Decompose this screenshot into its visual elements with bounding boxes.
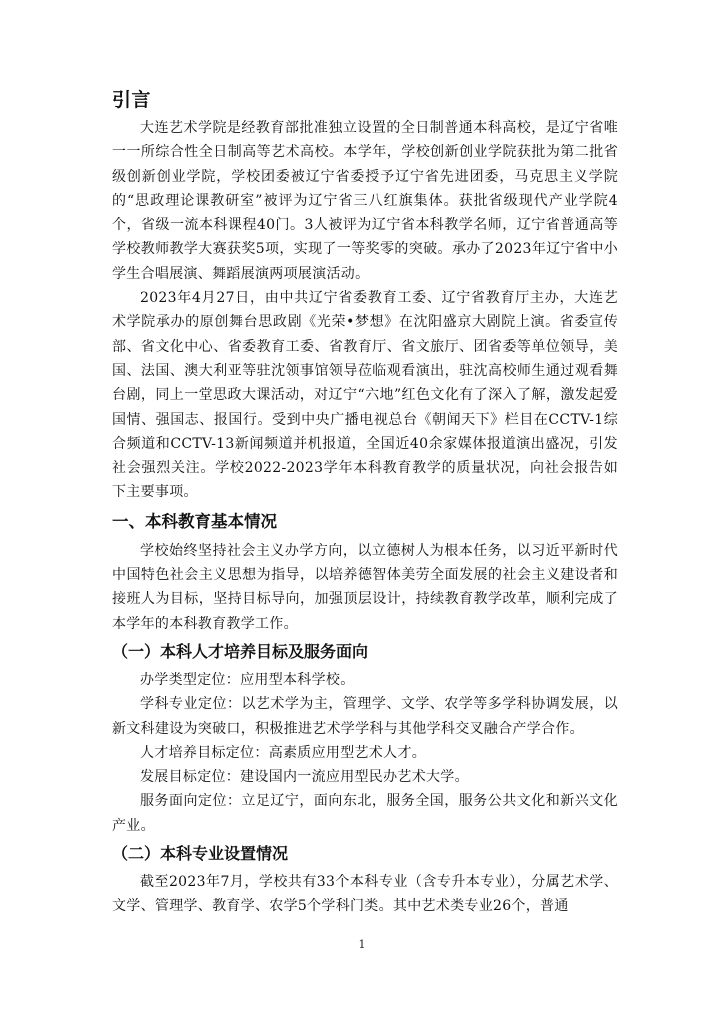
positioning-development-goal: 发展目标定位：建设国内一流应用型民办艺术大学。 <box>140 769 469 786</box>
positioning-type: 办学类型定位：应用型本科学校。 <box>140 671 355 688</box>
intro-paragraph-2: 2023年4月27日，由中共辽宁省委教育工委、辽宁省教育厅主办，大连艺术学院承办的原创舞台思政剧《光荣•梦想》在沈阳盛京大剧院上演。省委宣传部、省文化中心、省委教育工委、省教育厅、省文旅厅、团省委等单位领导，美国、法国、澳大利亚等驻沈领事馆领导莅临观看演出，驻沈高校师生通过观看舞台剧，同上一堂思政大课活动，对辽宁“六地”红色文化有了深入了解，激发起爱国情、强国志、报国行。受到中央广播电视总台《朝闻天下》栏目在CCTV-1综合频道和CCTV-13新闻频道并机报道，全国近40余家媒体报道演出盛况，引发社会强烈关注。学校2022-2023学年本科教育教学的质量状况，向社会报告如下主要事项。 <box>112 290 618 501</box>
positioning-discipline: 学科专业定位：以艺术学为主，管理学、文学、农学等多学科协调发展，以新文科建设为突破口，积极推进艺术学学科与其他学科交叉融合产学合作。 <box>112 696 618 737</box>
intro-heading: 引言 <box>112 89 152 111</box>
page-content <box>112 84 618 919</box>
section-1-heading: 一、本科教育基本情况 <box>112 511 277 531</box>
subsection-2-paragraph: 截至2023年7月，学校共有33个本科专业（含专升本专业），分属艺术学、文学、管理学、教育学、农学5个学科门类。其中艺术类专业26个，普通 <box>112 874 618 915</box>
intro-paragraph-1: 大连艺术学院是经教育部批准独立设置的全日制普通本科高校，是辽宁省唯一一所综合性全日制高等艺术高校。本学年，学校创新创业学院获批为第二批省级创新创业学院，学校团委被辽宁省委授予辽宁省先进团委，马克思主义学院的“思政理论课教研室”被评为辽宁省三八红旗集体。获批省级现代产业学院4个，省级一流本科课程40门。3人被评为辽宁省本科教学名师，辽宁省普通高等学校教师教学大赛获奖5项，实现了一等奖零的突破。承办了2023年辽宁省中小学生合唱展演、舞蹈展演两项展演活动。 <box>112 120 618 282</box>
page-number: 1 <box>358 938 366 951</box>
subsection-2-heading: （二）本科专业设置情况 <box>112 844 289 864</box>
subsection-1-heading: （一）本科人才培养目标及服务面向 <box>112 641 369 661</box>
section-1-paragraph: 学校始终坚持社会主义办学方向，以立德树人为根本任务，以习近平新时代中国特色社会主义思想为指导，以培养德智体美劳全面发展的社会主义建设者和接班人为目标，坚持目标导向，加强顶层设计，持续教育教学改革，顺利完成了本学年的本科教育教学工作。 <box>112 542 618 632</box>
positioning-service: 服务面向定位：立足辽宁，面向东北，服务全国，服务公共文化和新兴文化产业。 <box>112 793 618 834</box>
positioning-talent-goal: 人才培养目标定位：高素质应用型艺术人才。 <box>140 744 426 761</box>
